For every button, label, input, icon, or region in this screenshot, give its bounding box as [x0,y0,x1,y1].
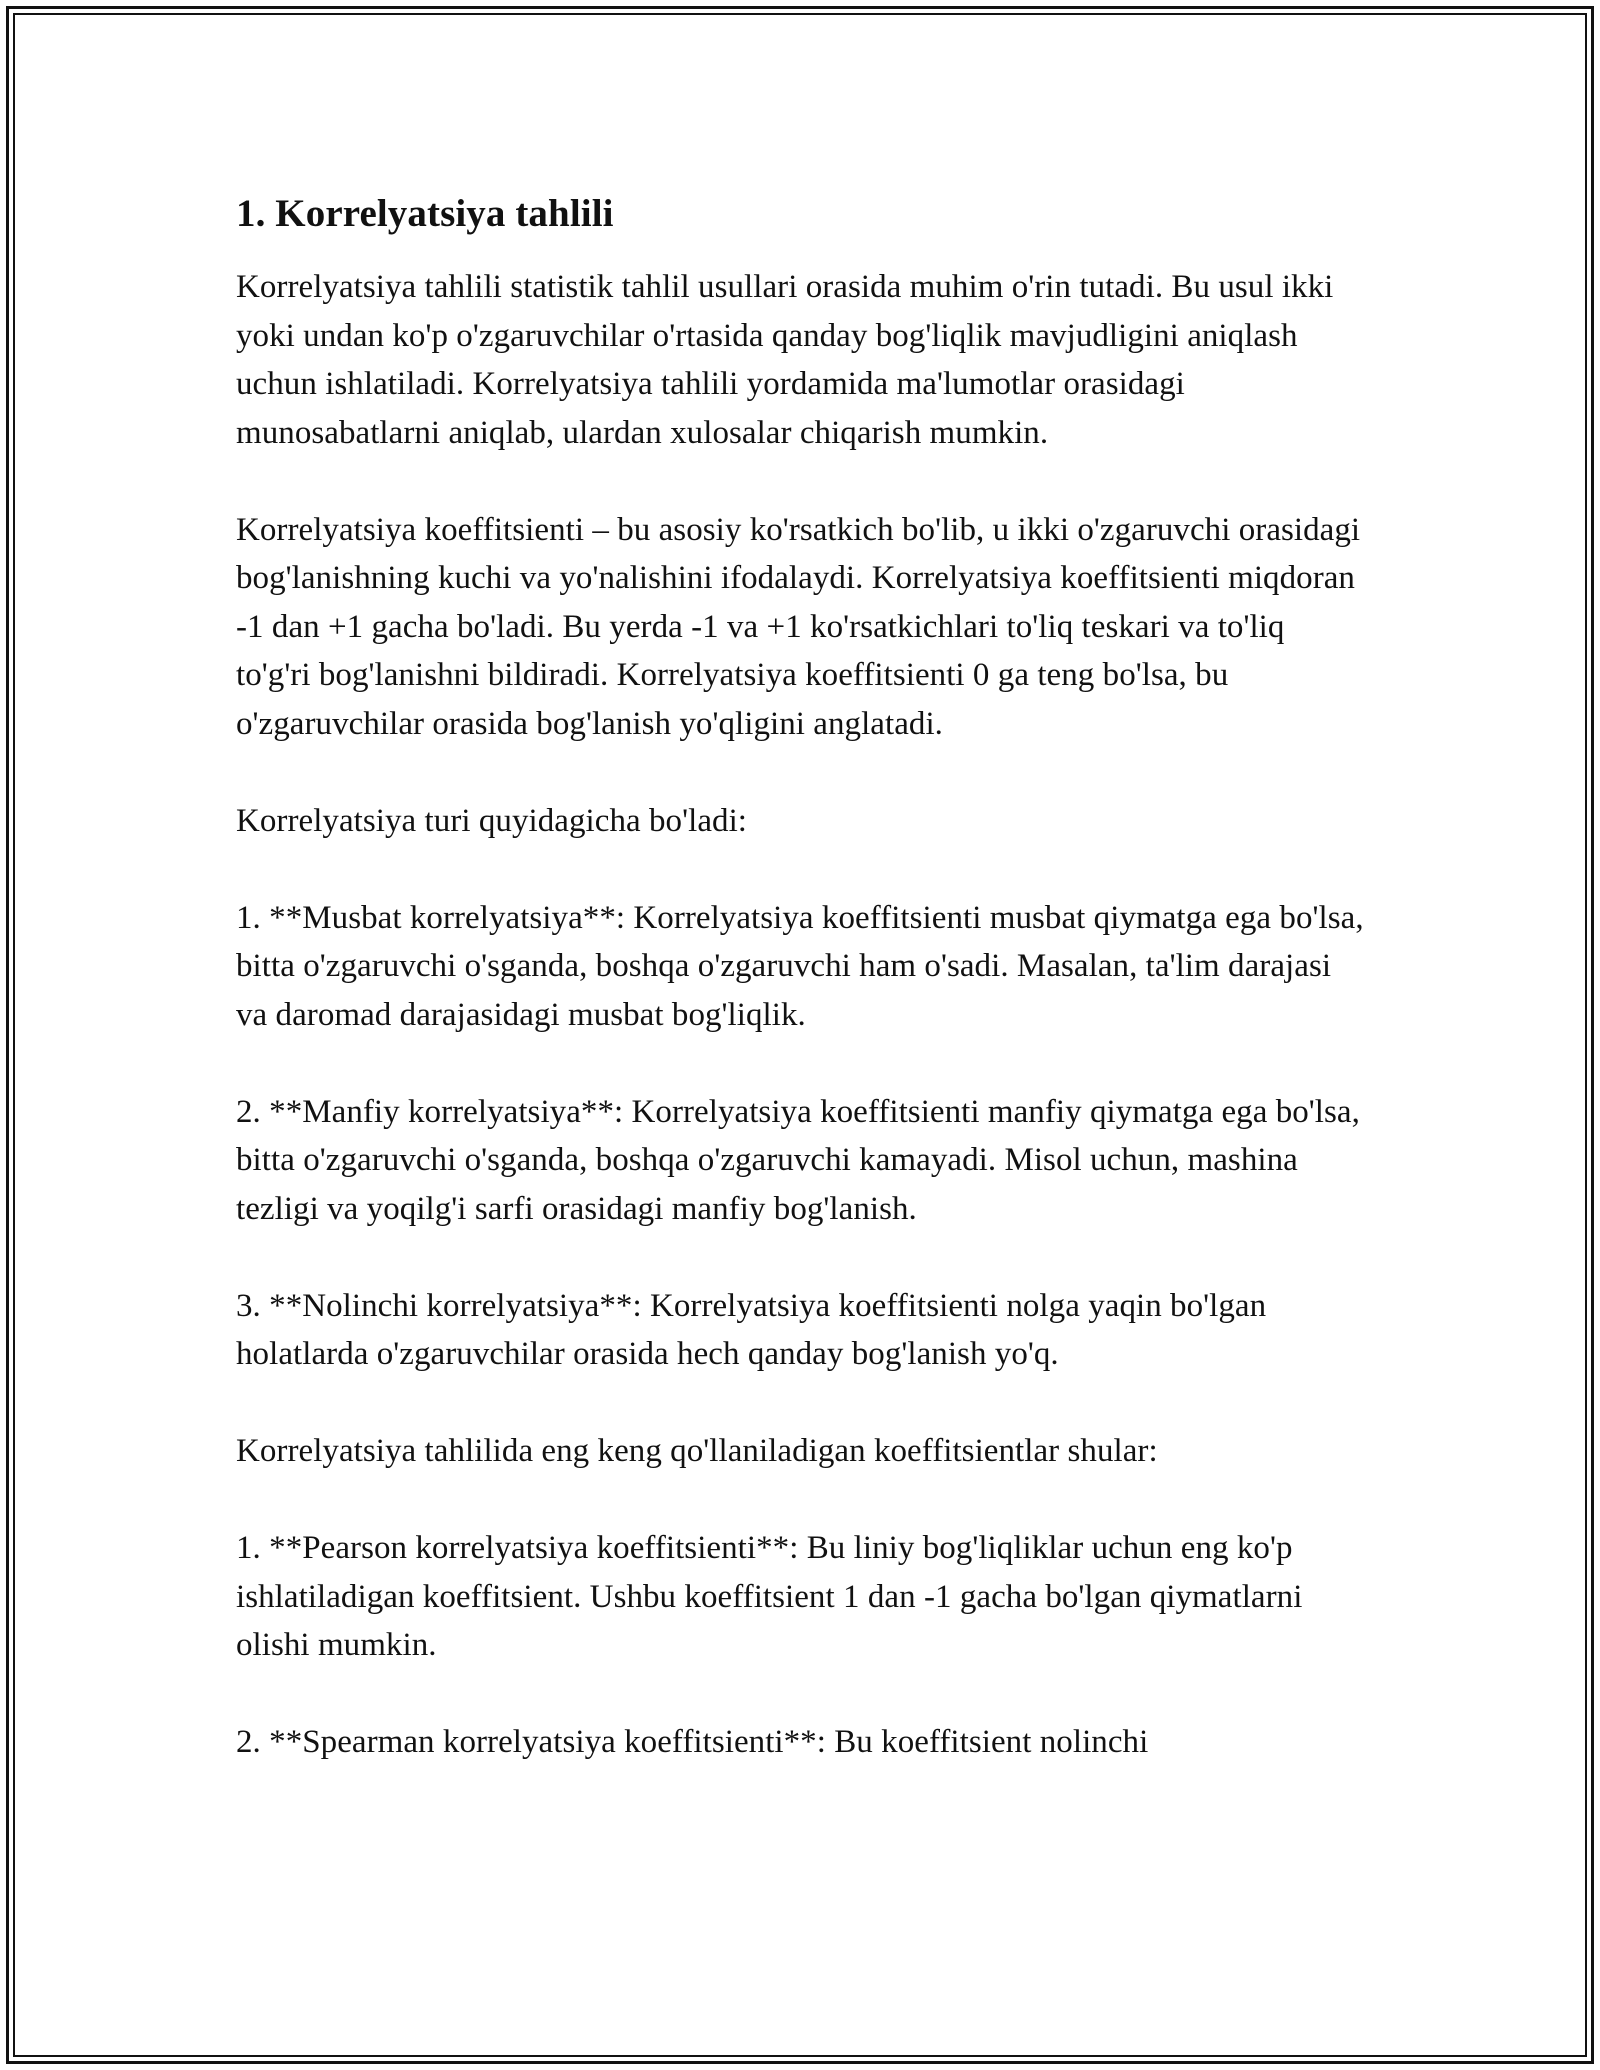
section-heading: 1. Korrelyatsiya tahlili [236,192,614,235]
list-item-negative: 2. **Manfiy korrelyatsiya**: Korrelyatsiya koeffitsienti manfiy qiymatga ega bo'lsa, bitta o'zgaruvchi o'sganda, boshqa o'zgaruvchi kamayadi. Misol uchun, mashina tezligi va yoqilg'i sarfi orasidagi manfiy bog'lanish. [236,1093,1360,1227]
document-body [236,190,1366,1767]
paragraph-intro: Korrelyatsiya tahlili statistik tahlil usullari orasida muhim o'rin tutadi. Bu usul ikki yoki undan ko'p o'zgaruvchilar o'rtasida qanday bog'liqlik mavjudligini aniqlash uchun ishlatiladi. Korrelyatsiya tahlili yordamida ma'lumotlar orasidagi munosabatlarni aniqlab, ulardan xulosalar chiqarish mumkin. [236,269,1334,451]
paragraph-coefficients-intro: Korrelyatsiya tahlilida eng keng qo'llaniladigan koeffitsientlar shular: [236,1433,1158,1469]
paragraph-coefficient: Korrelyatsiya koeffitsienti – bu asosiy ko'rsatkich bo'lib, u ikki o'zgaruvchi orasidagi bog'lanishning kuchi va yo'nalishini ifodalaydi. Korrelyatsiya koeffitsienti miqdoran -1 dan +1 gacha bo'ladi. Bu yerda -1 va +1 ko'rsatkichlari to'liq teskari va to'liq to'g'ri bog'lanishni bildiradi. Korrelyatsiya koeffitsienti 0 ga teng bo'lsa, bu o'zgaruvchilar orasida bog'lanish yo'qligini anglatadi. [236,511,1361,742]
list-item-positive: 1. **Musbat korrelyatsiya**: Korrelyatsiya koeffitsienti musbat qiymatga ega bo'lsa, bitta o'zgaruvchi o'sganda, boshqa o'zgaruvchi ham o'sadi. Masalan, ta'lim darajasi va daromad darajasidagi musbat bog'liqlik. [236,899,1364,1033]
list-item-spearman: 2. **Spearman korrelyatsiya koeffitsienti**: Bu koeffitsient nolinchi [236,1724,1149,1760]
list-item-pearson: 1. **Pearson korrelyatsiya koeffitsienti**: Bu liniy bog'liqliklar uchun eng ko'p ishlatiladigan koeffitsient. Ushbu koeffitsient 1 dan -1 gacha bo'lgan qiymatlarni olishi mumkin. [236,1530,1303,1663]
list-item-zero: 3. **Nolinchi korrelyatsiya**: Korrelyatsiya koeffitsienti nolga yaqin bo'lgan holatlarda o'zgaruvchilar orasida hech qanday bog'lanish yo'q. [236,1287,1267,1372]
paragraph-types-intro: Korrelyatsiya turi quyidagicha bo'ladi: [236,802,748,839]
